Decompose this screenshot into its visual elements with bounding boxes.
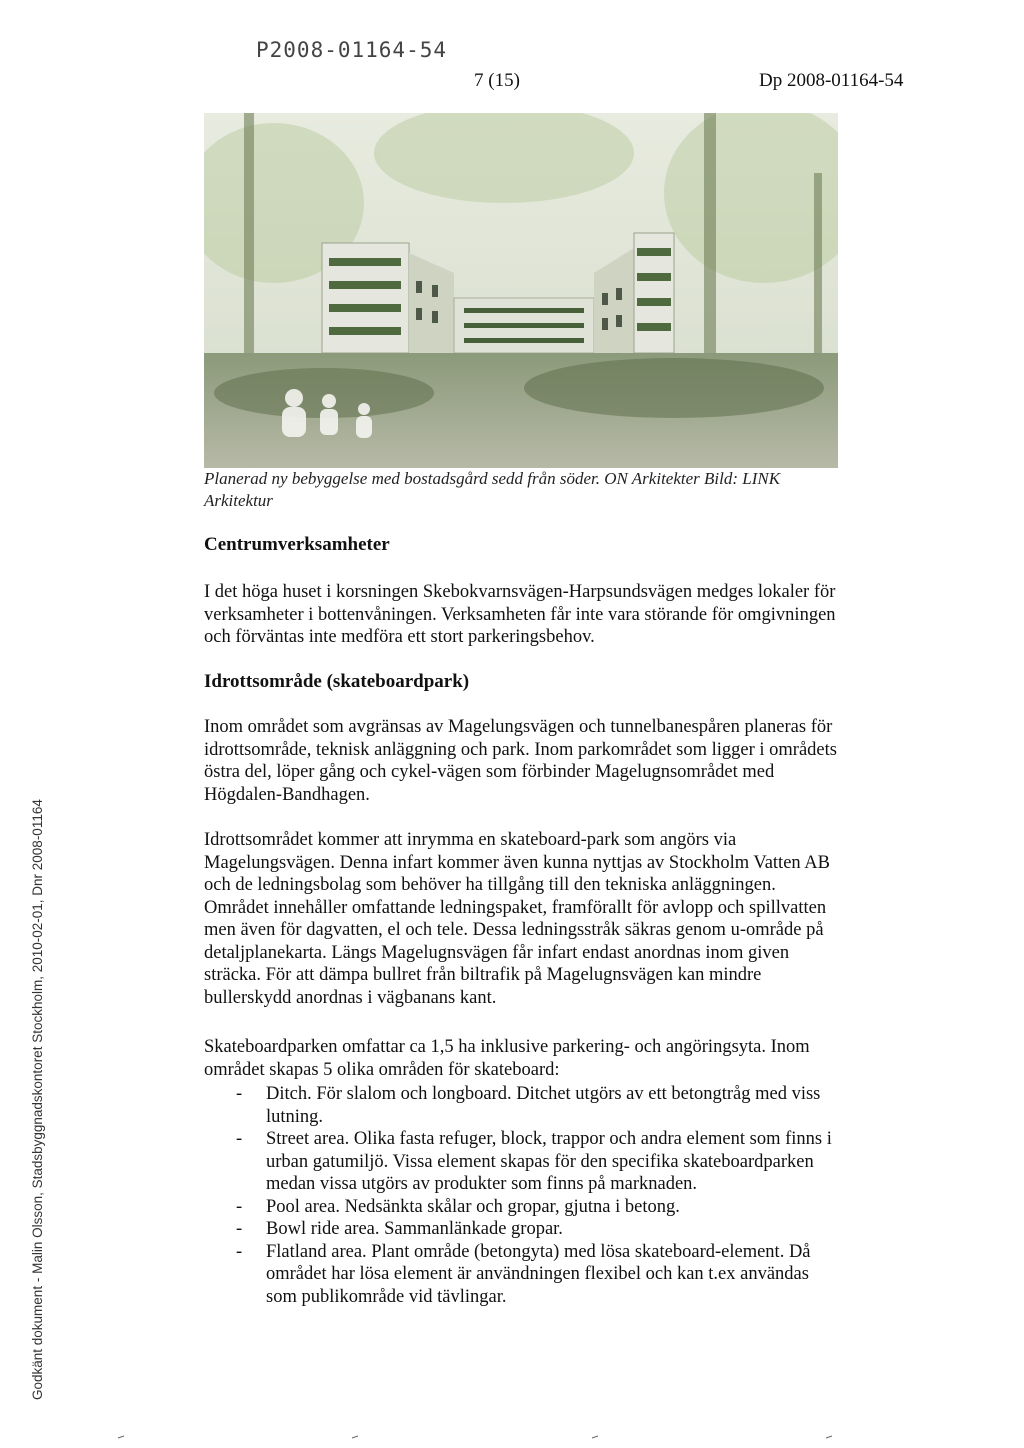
page-number: 7 (15) [474,70,520,91]
architectural-rendering [204,113,838,468]
section-heading-centrum: Centrumverksamheter [204,534,390,555]
skate-area-list [204,1083,844,1308]
bullet-dash: - [236,1129,243,1149]
bullet-dash: - [236,1219,243,1239]
bullet-dash: - [236,1241,243,1262]
paragraph-idrott-1 [204,716,844,806]
list-item-text: Flatland area. Plant område (betongyta) med lösa skateboard-element. Då området har lösa element är användningen flexibel och kan t.ex användas som publikområde vid tävlingar. [266,1241,811,1307]
paragraph-centrum [204,581,844,649]
paragraph-idrott-3 [204,1036,844,1081]
list-item-text: Bowl ride area. Sammanlänkade gropar. [266,1219,563,1239]
bullet-dash: - [236,1084,243,1104]
section-heading-idrott: Idrottsområde (skateboardpark) [204,671,470,692]
list-item-text: Street area. Olika fasta refuger, block, trappor och andra element som finns i urban gatumiljö. Vissa element skapas för den specifika skateboardparken medan vissa utgörs av produkter som finns på marknaden. [266,1129,832,1194]
scan-edge-marks [0,1432,1024,1448]
approval-side-note: Godkänt dokument - Malin Olsson, Stadsbyggnadskontoret Stockholm, 2010-02-01, Dnr 2008-01164 [30,799,45,1400]
bullet-dash: - [236,1196,243,1217]
paragraph-idrott-2 [204,829,844,1009]
paragraph-text: I det höga huset i korsningen Skebokvarnsvägen-Harpsundsvägen medges lokaler för verksamheter i bottenvåningen. Verksamheten får inte vara störande för omgivningen och förväntas inte medföra ett stort parkeringsbehov. [204,582,836,647]
figure-caption: Planerad ny bebyggelse med bostadsgård sedd från söder. ON Arkitekter Bild: LINK Arkitektur [204,469,781,510]
list-item [204,1241,844,1309]
page-stamp: P2008-01164-54 [256,38,448,62]
paragraph-text: Inom området som avgränsas av Magelungsvägen och tunnelbanespåren planeras för idrottsområde, teknisk anläggning och park. Inom parkområdet som ligger i områdets östra del, löper gång och cykel-vägen som förbinder Magelugnsområdet med Högdalen-Bandhagen. [204,717,837,805]
document-reference: Dp 2008-01164-54 [759,70,904,91]
list-item-text: Pool area. Nedsänkta skålar och gropar, gjutna i betong. [266,1196,680,1217]
list-item [204,1128,844,1196]
list-item [204,1196,844,1219]
paragraph-text: Idrottsområdet kommer att inrymma en skateboard-park som angörs via Magelungsvägen. Denna infart kommer även kunna nyttjas av Stockholm Vatten AB och de ledningsbolag som behöver ha tillgång till den tekniska anläggningen. Området innehåller omfattande ledningspaket, framförallt för avlopp och spillvatten men även för dagvatten, el och tele. Dessa ledningsstråk säkras genom u-område på detaljplanekarta. Längs Magelugnsvägen får infart endast anordnas inom given sträcka. För att dämpa bullret från biltrafik på Magelugnsvägen kan mindre bullerskydd anordnas i vägbanans kant. [204,830,830,1008]
paragraph-text: Skateboardparken omfattar ca 1,5 ha inklusive parkering- och angöringsyta. Inom området skapas 5 olika områden för skateboard: [204,1037,810,1080]
list-item [204,1218,844,1241]
list-item-text: Ditch. För slalom och longboard. Ditchet utgörs av ett betongtråg med viss lutning. [266,1084,821,1127]
list-item [204,1083,844,1128]
